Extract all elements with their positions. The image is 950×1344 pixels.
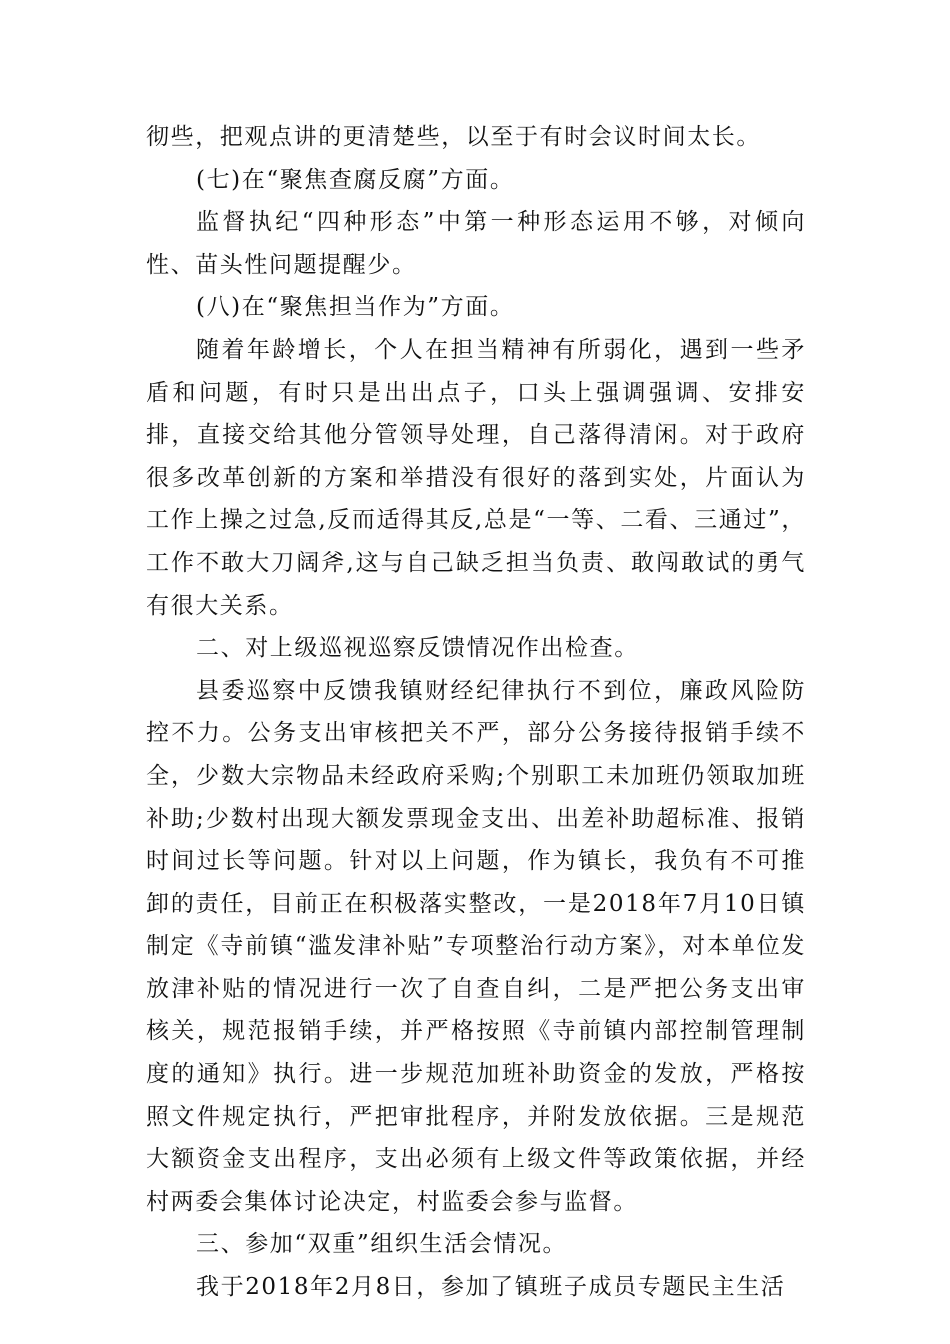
paragraph-inspection-feedback: 县委巡察中反馈我镇财经纪律执行不到位，廉政风险防控不力。公务支出审核把关不严，部分公务接待报销手续不全，少数大宗物品未经政府采购;个别职工未加班仍领取加班补助;少数村出现大额发票现金支出、出差补助超标准、报销时间过长等问题。针对以上问题，作为镇长，我负有不可推卸的责任，目前正在积极落实整改，一是2018年7月10日镇制定《寺前镇“滥发津补贴”专项整治行动方案》，对本单位发放津补贴的情况进行一次了自查自纠，二是严把公务支出审核关，规范报销手续，并严格按照《寺前镇内部控制管理制度的通知》执行。进一步规范加班补助资金的发放，严格按照文件规定执行，严把审批程序，并附发放依据。三是规范大额资金支出程序，支出必须有上级文件等政策依据，并经村两委会集体讨论决定，村监委会参与监督。 — [146, 677, 806, 1215]
paragraph-continuation: 彻些，把观点讲的更清楚些，以至于有时会议时间太长。 — [146, 124, 761, 150]
document-page — [146, 116, 806, 1309]
heading-section-8: (八)在“聚焦担当作为”方面。 — [196, 294, 515, 321]
paragraph-meeting: 我于2018年2月8日，参加了镇班子成员专题民主生活 — [196, 1274, 786, 1301]
paragraph-responsibility: 随着年龄增长，个人在担当精神有所弱化，遇到一些矛盾和问题，有时只是出出点子，口头上强调强调、安排安排，直接交给其他分管领导处理，自己落得清闲。对于政府很多改革创新的方案和举措没有很好的落到实处，片面认为工作上操之过急,反而适得其反,总是“一等、二看、三通过”，工作不敢大刀阔斧,这与自己缺乏担当负责、敢闯敢试的勇气有很大关系。 — [146, 336, 806, 619]
heading-part-2: 二、对上级巡视巡察反馈情况作出检查。 — [196, 635, 639, 662]
heading-section-7: (七)在“聚焦查腐反腐”方面。 — [196, 166, 515, 193]
paragraph-supervision: 监督执纪“四种形态”中第一种形态运用不够，对倾向性、苗头性问题提醒少。 — [146, 209, 806, 278]
heading-part-3: 三、参加“双重”组织生活会情况。 — [196, 1231, 568, 1258]
